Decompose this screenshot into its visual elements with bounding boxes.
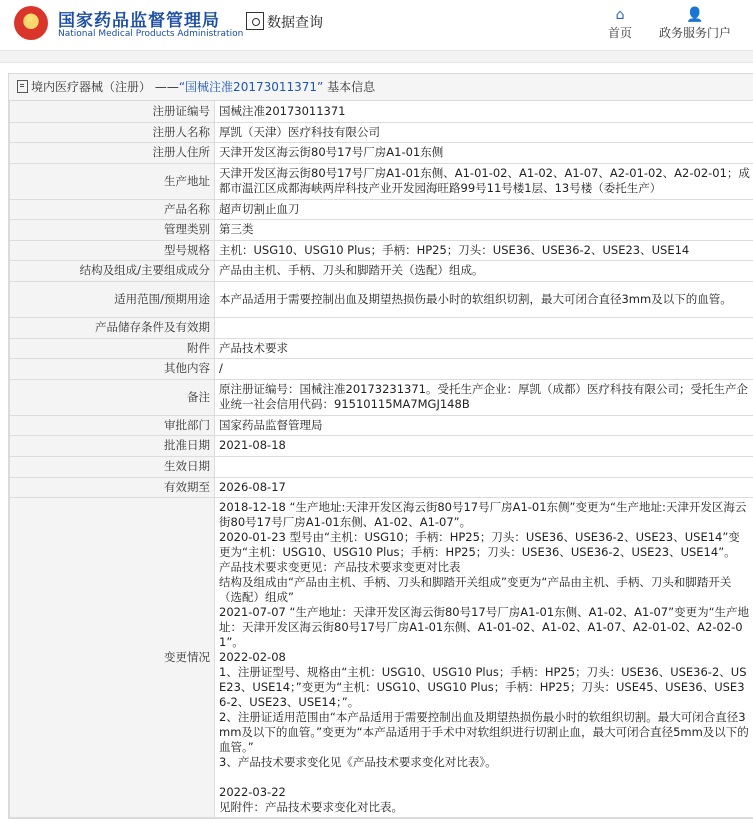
nav-home[interactable] xyxy=(608,8,632,41)
table-row xyxy=(10,477,753,497)
field-value: 第三类 xyxy=(215,219,753,240)
table-row xyxy=(10,358,753,379)
field-value: 2026-08-17 xyxy=(215,477,753,497)
field-label: 注册证编号 xyxy=(10,101,215,122)
field-value: 本产品适用于需要控制出血及期望热损伤最小时的软组织切割，最大可闭合直径3mm及以下的血管。 xyxy=(215,281,753,317)
field-value: / xyxy=(215,358,753,379)
field-value: 天津开发区海云街80号17号厂房A1-01东侧、A1-01-02、A1-02、A1-07、A2-01-02、A2-02-01；成都市温江区成都海峡两岸科技产业开发园海旺路99号11号楼1层、13号楼（委托生产） xyxy=(215,163,753,199)
table-row xyxy=(10,281,753,317)
nav-gov-portal[interactable] xyxy=(659,8,731,41)
field-value: 原注册证编号：国械注准20173231371。受托生产企业：厚凯（成都）医疗科技有限公司；受托生产企业统一社会信用代码：91510115MA7MGJ148B xyxy=(215,379,753,415)
table-row xyxy=(10,435,753,456)
table-row xyxy=(10,317,753,338)
user-icon: 👤 xyxy=(686,7,704,23)
panel-title xyxy=(9,74,753,101)
national-emblem-icon xyxy=(14,6,48,40)
field-label: 管理类别 xyxy=(10,219,215,240)
field-label: 产品名称 xyxy=(10,199,215,219)
field-value: 厚凯（天津）医疗科技有限公司 xyxy=(215,122,753,142)
field-value: 国械注准20173011371 xyxy=(215,101,753,122)
table-row-history xyxy=(10,497,753,817)
table-row xyxy=(10,142,753,163)
home-icon: ⌂ xyxy=(615,7,625,23)
field-label: 注册人名称 xyxy=(10,122,215,142)
field-label: 型号规格 xyxy=(10,240,215,260)
field-label: 注册人住所 xyxy=(10,142,215,163)
registration-link[interactable]: “国械注准20173011371” xyxy=(178,80,324,94)
table-row xyxy=(10,338,753,358)
table-row xyxy=(10,240,753,260)
table-row xyxy=(10,101,753,122)
data-query-label: 数据查询 xyxy=(267,15,323,31)
field-value: 超声切割止血刀 xyxy=(215,199,753,219)
brand-name-cn[interactable]: 国家药品监督管理局 xyxy=(58,11,220,31)
field-label: 审批部门 xyxy=(10,415,215,435)
field-label: 其他内容 xyxy=(10,358,215,379)
field-label: 附件 xyxy=(10,338,215,358)
header-subbar xyxy=(0,51,753,63)
table-row xyxy=(10,122,753,142)
category-text: 境内医疗器械（注册） xyxy=(31,80,152,94)
field-value xyxy=(215,456,753,477)
change-history: 2018-12-18 “生产地址:天津开发区海云街80号17号厂房A1-01东侧”变更为“生产地址:天津开发区海云街80号17号厂房A1-01东侧、A1-02、A1-07”。 2020-01-23 型号由“主机：USG10；手柄：HP25；刀头：USE36、USE36-2、USE23、USE14”变更为“主机：USG10、USG10 Plus；手柄：HP25；刀头：USE36、USE36-2、USE23、USE14”。 产品技术要求变更见：产品技术要求变更对比表 结构及组成由“产品由主机、手柄、刀头和脚踏开关组成”变更为“产品由主机、手柄、刀头和脚踏开关（选配）组成” 2021-07-07 “生产地址：天津开发区海云街80号17号厂房A1-01东侧、A1-02、A1-07”变更为“生产地址：天津开发区海云街80号17号厂房A1-01东侧、A1-01-02、A1-02、A1-07、A2-01-02、A2-02-01”。 2022-02-08 1、注册证型号、规格由“主机：USG10、USG10 Plus；手柄：HP25；刀头：USE36、USE36-2、USE23、USE14；”变更为“主机：USG10、USG10 Plus；手柄：HP25；刀头：USE45、USE36、USE36-2、USE23、USE14；”。 2、注册证适用范围由“本产品适用于需要控制出血及期望热损伤最小时的软组织切割。最大可闭合直径3mm及以下的血管。”变更为“本产品适用于手术中对软组织进行切割止血，最大可闭合直径5mm及以下的血管。” 3、产品技术要求变化见《产品技术要求变化对比表》。 2022-03-22 见附件：产品技术要求变化对比表。 xyxy=(215,497,753,817)
field-label: 产品储存条件及有效期 xyxy=(10,317,215,338)
field-value: 国家药品监督管理局 xyxy=(215,415,753,435)
search-icon xyxy=(246,12,264,30)
site-header xyxy=(0,0,753,51)
field-value: 产品技术要求 xyxy=(215,338,753,358)
nav-gov-label: 政务服务门户 xyxy=(659,26,732,40)
field-label: 批准日期 xyxy=(10,435,215,456)
field-value: 产品由主机、手柄、刀头和脚踏开关（选配）组成。 xyxy=(215,260,753,281)
table-row xyxy=(10,415,753,435)
document-icon xyxy=(17,80,28,93)
field-label: 变更情况 xyxy=(10,497,215,817)
field-value: 天津开发区海云街80号17号厂房A1-01东侧 xyxy=(215,142,753,163)
title-separator: —— xyxy=(154,80,179,94)
field-label: 结构及组成/主要组成成分 xyxy=(10,260,215,281)
table-row xyxy=(10,219,753,240)
field-label: 有效期至 xyxy=(10,477,215,497)
field-value: 主机：USG10、USG10 Plus；手柄：HP25；刀头：USE36、USE36-2、USE23、USE14 xyxy=(215,240,753,260)
title-suffix: 基本信息 xyxy=(327,80,376,94)
table-row xyxy=(10,379,753,415)
nav-home-label: 首页 xyxy=(608,26,633,40)
data-query-link[interactable] xyxy=(246,12,323,32)
field-value xyxy=(215,317,753,338)
detail-table xyxy=(9,101,753,818)
field-label: 适用范围/预期用途 xyxy=(10,281,215,317)
table-row xyxy=(10,260,753,281)
field-value: 2021-08-18 xyxy=(215,435,753,456)
field-label: 生效日期 xyxy=(10,456,215,477)
table-row xyxy=(10,199,753,219)
brand-name-en: National Medical Products Administration xyxy=(58,29,244,39)
field-label: 生产地址 xyxy=(10,163,215,199)
table-row xyxy=(10,163,753,199)
field-label: 备注 xyxy=(10,379,215,415)
table-row xyxy=(10,456,753,477)
detail-panel xyxy=(8,73,753,819)
